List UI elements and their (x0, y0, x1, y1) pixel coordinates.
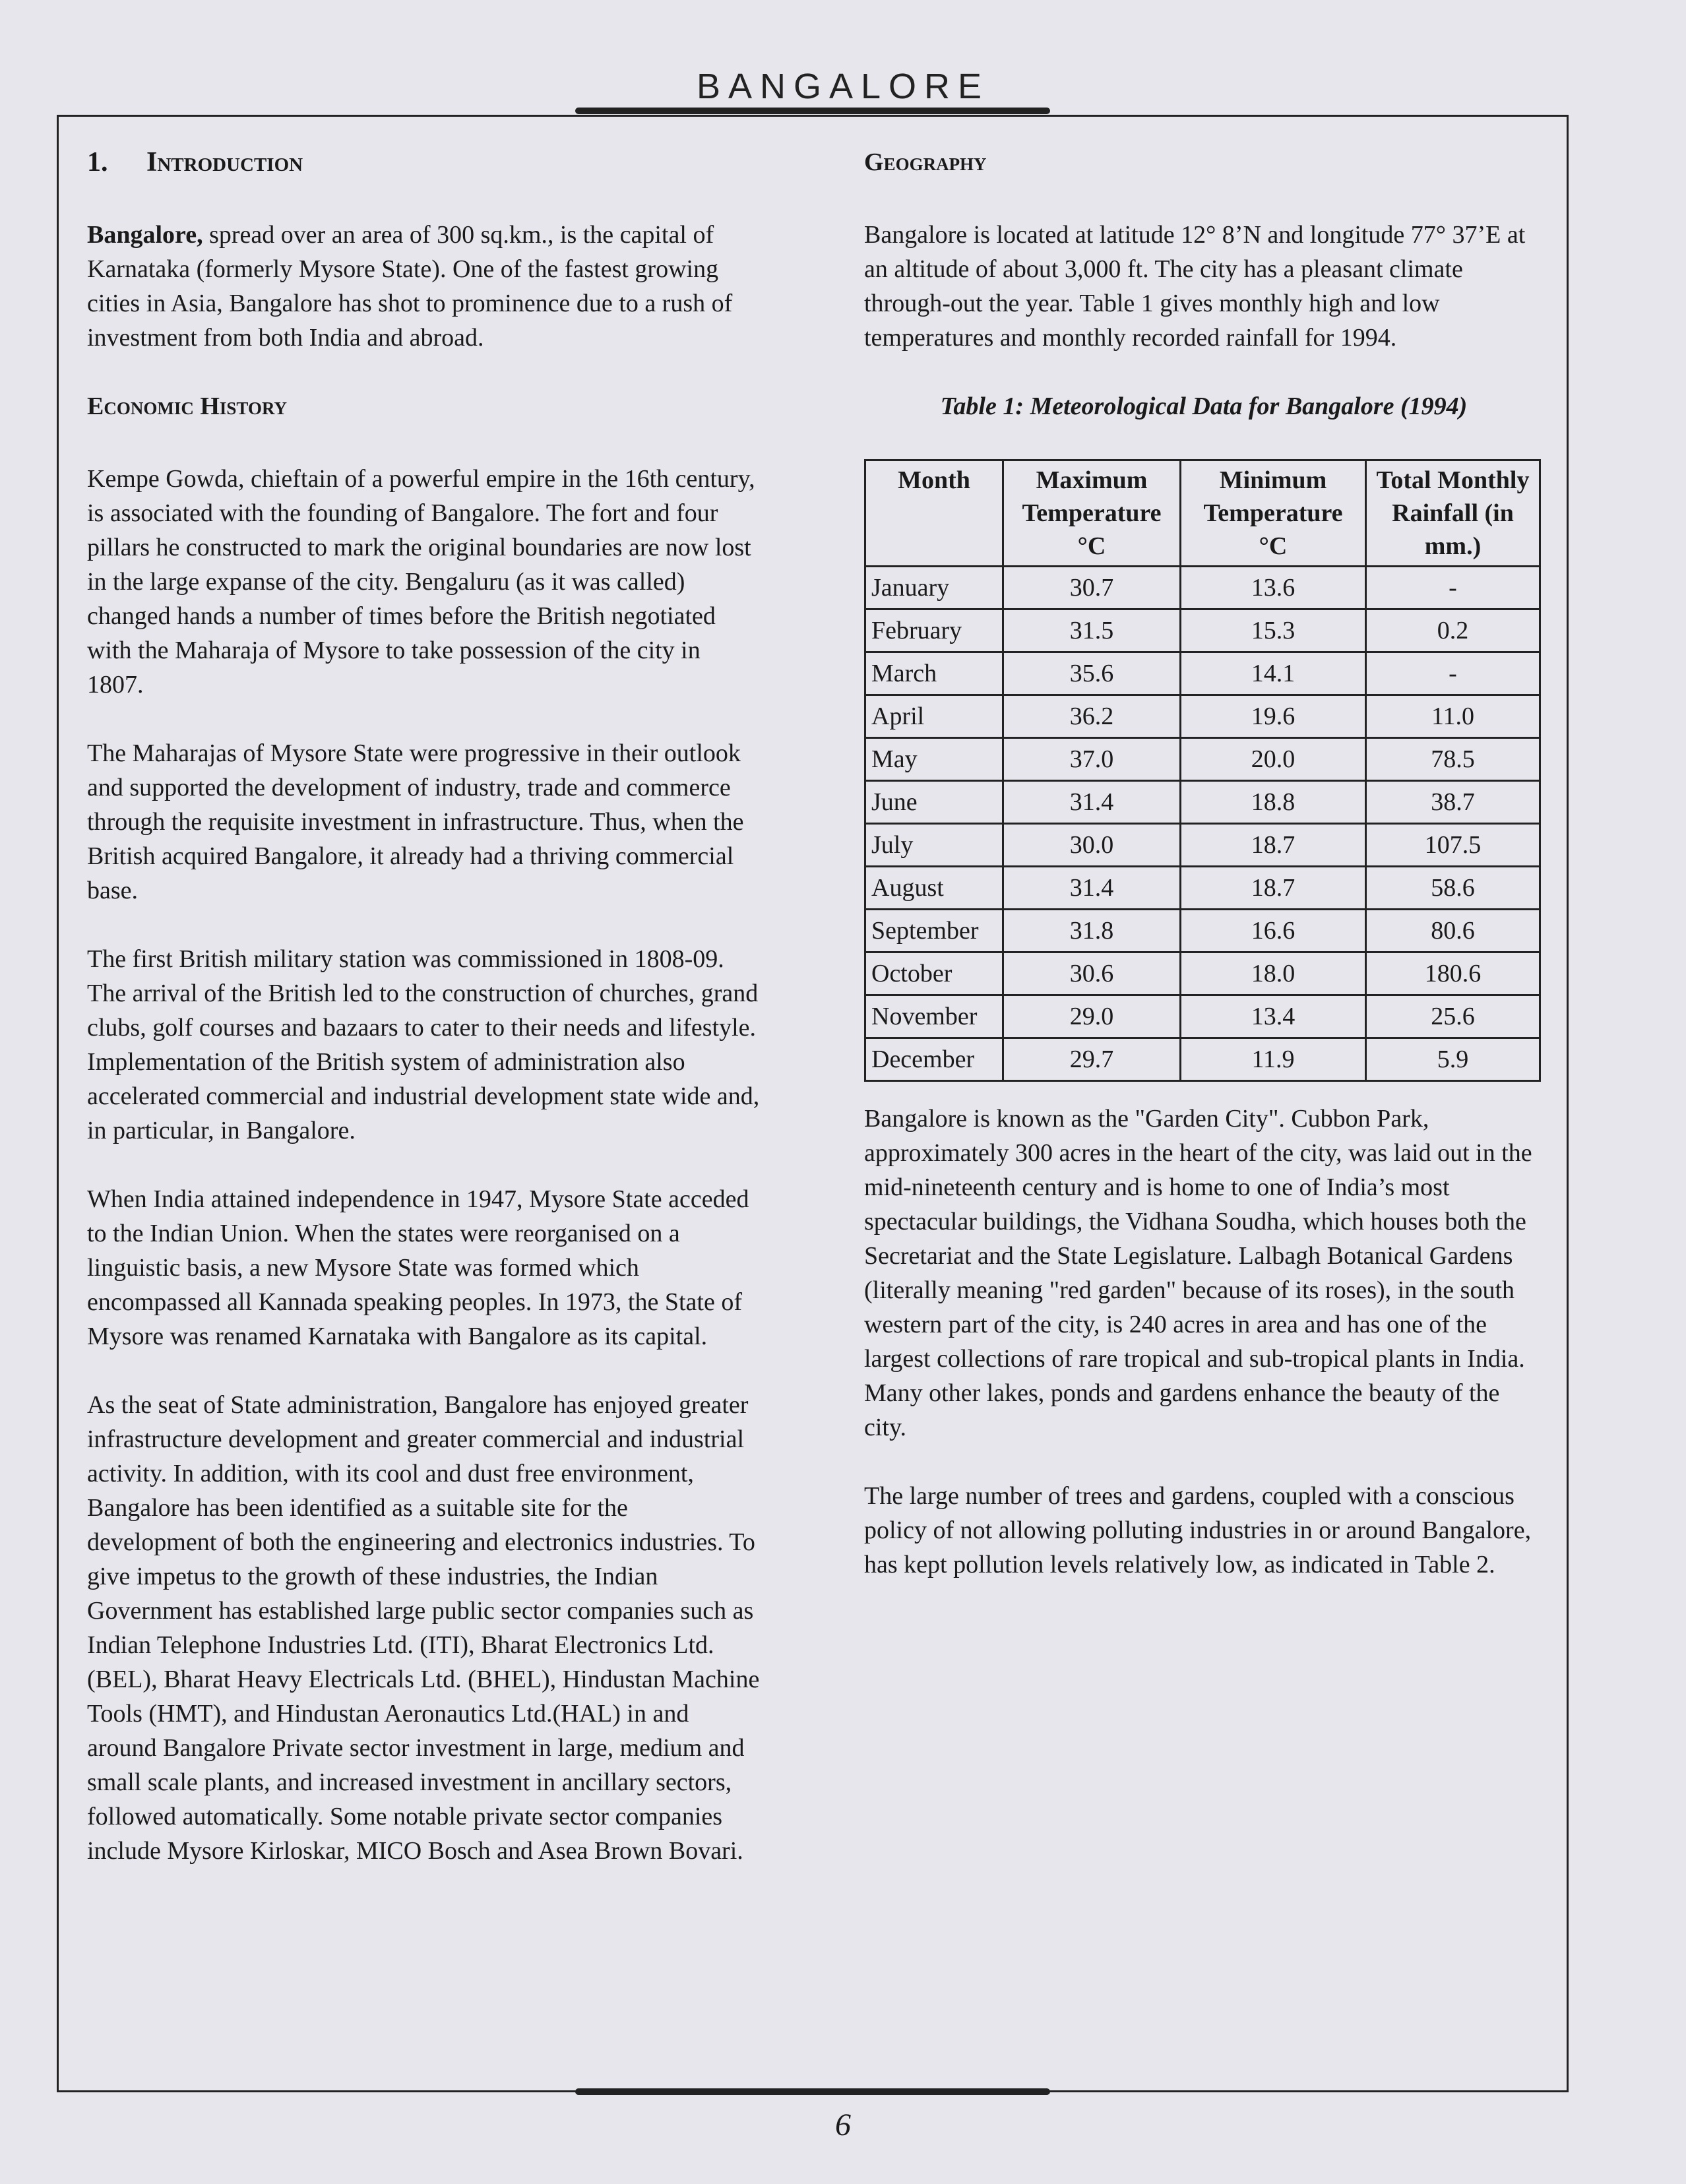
table-caption: Table 1: Meteorological Data for Bangalore (1994) (940, 392, 1468, 420)
table-row (865, 781, 1540, 824)
section-title: Introduction (146, 147, 303, 177)
pollution-paragraph: The large number of trees and gardens, coupled with a conscious policy of not allowing polluting industries in or around Bangalore, has kept pollution levels relatively low, as indicated in Table 2. (864, 1482, 1532, 1578)
value-cell: 18.7 (1181, 824, 1366, 867)
economic-history-heading: Economic History (87, 392, 287, 420)
table-row (865, 867, 1540, 910)
value-cell: 19.6 (1181, 695, 1366, 738)
value-cell: 30.0 (1003, 824, 1181, 867)
table-row (865, 1038, 1540, 1081)
intro-text: spread over an area of 300 sq.km., is the capital of Karnataka (formerly Mysore State). One of the fastest growing cities in Asia, Bangalore has shot to prominence due to a rush of investment from both India and abroad. (87, 221, 733, 352)
history-paragraph-4: When India attained independence in 1947, Mysore State acceded to the Indian Union. When the states were reorganised on a linguistic basis, a new Mysore State was formed which encompassed all Kannada speaking peoples. In 1973, the State of Mysore was renamed Karnataka with Bangalore as its capital. (87, 1185, 749, 1350)
intro-paragraph (87, 218, 760, 355)
geography-heading: Geography (864, 148, 987, 176)
month-cell: October (865, 952, 1003, 995)
value-cell: 31.4 (1003, 867, 1181, 910)
month-cell: August (865, 867, 1003, 910)
month-cell: November (865, 995, 1003, 1038)
value-cell: 14.1 (1181, 652, 1366, 695)
month-cell: July (865, 824, 1003, 867)
table-row (865, 995, 1540, 1038)
value-cell: 37.0 (1003, 738, 1181, 781)
value-cell: 31.4 (1003, 781, 1181, 824)
table-row (865, 609, 1540, 652)
intro-bold-term: Bangalore, (87, 221, 203, 249)
history-paragraph-1: Kempe Gowda, chieftain of a powerful empire in the 16th century, is associated with the founding of Bangalore. The fort and four pillars he constructed to mark the original boundaries are now lost in the large expanse of the city. Bengaluru (as it was called) changed hands a number of times before the British negotiated with the Maharaja of Mysore to take possession of the city in 1807. (87, 465, 755, 699)
value-cell: 31.8 (1003, 910, 1181, 952)
value-cell: 18.8 (1181, 781, 1366, 824)
value-cell: 13.4 (1181, 995, 1366, 1038)
value-cell: 13.6 (1181, 567, 1366, 609)
month-cell: February (865, 609, 1003, 652)
table-row (865, 567, 1540, 609)
value-cell: 0.2 (1366, 609, 1540, 652)
month-cell: March (865, 652, 1003, 695)
value-cell: 58.6 (1366, 867, 1540, 910)
column-header: Minimum Temperature °C (1181, 460, 1366, 567)
left-column (87, 145, 760, 1902)
value-cell: - (1366, 567, 1540, 609)
value-cell: 107.5 (1366, 824, 1540, 867)
month-cell: September (865, 910, 1003, 952)
history-paragraph-3: The first British military station was commissioned in 1808-09. The arrival of the British led to the construction of churches, grand clubs, golf courses and bazaars to cater to their needs and lifestyle. Implementation of the British system of administration also accelerated commercial and industrial development state wide and, in particular, in Bangalore. (87, 945, 760, 1144)
table-row (865, 695, 1540, 738)
section-heading (87, 145, 760, 179)
value-cell: 31.5 (1003, 609, 1181, 652)
right-column (864, 145, 1544, 1616)
value-cell: 16.6 (1181, 910, 1366, 952)
table-row (865, 652, 1540, 695)
value-cell: 25.6 (1366, 995, 1540, 1038)
value-cell: 38.7 (1366, 781, 1540, 824)
table-header-row (865, 460, 1540, 567)
table-row (865, 952, 1540, 995)
table-row (865, 910, 1540, 952)
geography-paragraph: Bangalore is located at latitude 12° 8’N and longitude 77° 37’E at an altitude of about 3,000 ft. The city has a pleasant climate through-out the year. Table 1 gives monthly high and low temperatures and monthly recorded rainfall for 1994. (864, 221, 1526, 352)
value-cell: 11.0 (1366, 695, 1540, 738)
value-cell: 78.5 (1366, 738, 1540, 781)
column-header: Maximum Temperature °C (1003, 460, 1181, 567)
month-cell: December (865, 1038, 1003, 1081)
table-row (865, 738, 1540, 781)
history-paragraph-2: The Maharajas of Mysore State were progressive in their outlook and supported the development of industry, trade and commerce through the requisite investment in infrastructure. Thus, when the British acquired Bangalore, it already had a thriving commercial base. (87, 739, 744, 904)
value-cell: 29.7 (1003, 1038, 1181, 1081)
value-cell: 30.6 (1003, 952, 1181, 995)
page-header-title: BANGALORE (696, 67, 990, 106)
history-paragraph-5: As the seat of State administration, Bangalore has enjoyed greater infrastructure development and greater commercial and industrial activity. In addition, with its cool and dust free environment, Bangalore has been identified as a suitable site for the development of both the engineering and electronics industries. To give impetus to the growth of these industries, the Indian Government has established large public sector companies such as Indian Telephone Industries Ltd. (ITI), Bharat Electronics Ltd. (BEL), Bharat Heavy Electricals Ltd. (BHEL), Hindustan Machine Tools (HMT), and Hindustan Aeronautics Ltd.(HAL) in and around Bangalore Private sector investment in large, medium and small scale plants, and increased investment in ancillary sectors, followed automatically. Some notable private sector companies include Mysore Kirloskar, MICO Bosch and Asea Brown Bovari. (87, 1391, 760, 1865)
month-cell: May (865, 738, 1003, 781)
value-cell: 35.6 (1003, 652, 1181, 695)
value-cell: 36.2 (1003, 695, 1181, 738)
month-cell: April (865, 695, 1003, 738)
month-cell: June (865, 781, 1003, 824)
column-header: Total Monthly Rainfall (in mm.) (1366, 460, 1540, 567)
value-cell: 15.3 (1181, 609, 1366, 652)
section-number: 1. (87, 147, 108, 177)
value-cell: 29.0 (1003, 995, 1181, 1038)
meteorological-table (864, 459, 1541, 1082)
footer-rule (575, 2088, 1050, 2095)
value-cell: 80.6 (1366, 910, 1540, 952)
value-cell: 180.6 (1366, 952, 1540, 995)
header-rule (575, 108, 1050, 114)
value-cell: 20.0 (1181, 738, 1366, 781)
value-cell: 18.0 (1181, 952, 1366, 995)
value-cell: 5.9 (1366, 1038, 1540, 1081)
table-row (865, 824, 1540, 867)
value-cell: - (1366, 652, 1540, 695)
value-cell: 30.7 (1003, 567, 1181, 609)
page-number: 6 (835, 2107, 851, 2142)
column-header: Month (865, 460, 1003, 567)
value-cell: 11.9 (1181, 1038, 1366, 1081)
month-cell: January (865, 567, 1003, 609)
table-body (865, 567, 1540, 1081)
garden-city-paragraph: Bangalore is known as the "Garden City". Cubbon Park, approximately 300 acres in the heart of the city, was laid out in the mid-nineteenth century and is home to one of India’s most spectacular buildings, the Vidhana Soudha, which houses both the Secretariat and the State Legislature. Lalbagh Botanical Gardens (literally meaning "red garden" because of its roses), in the south western part of the city, is 240 acres in area and has one of the largest collections of rare tropical and sub-tropical plants in India. Many other lakes, ponds and gardens enhance the beauty of the city. (864, 1105, 1532, 1441)
value-cell: 18.7 (1181, 867, 1366, 910)
